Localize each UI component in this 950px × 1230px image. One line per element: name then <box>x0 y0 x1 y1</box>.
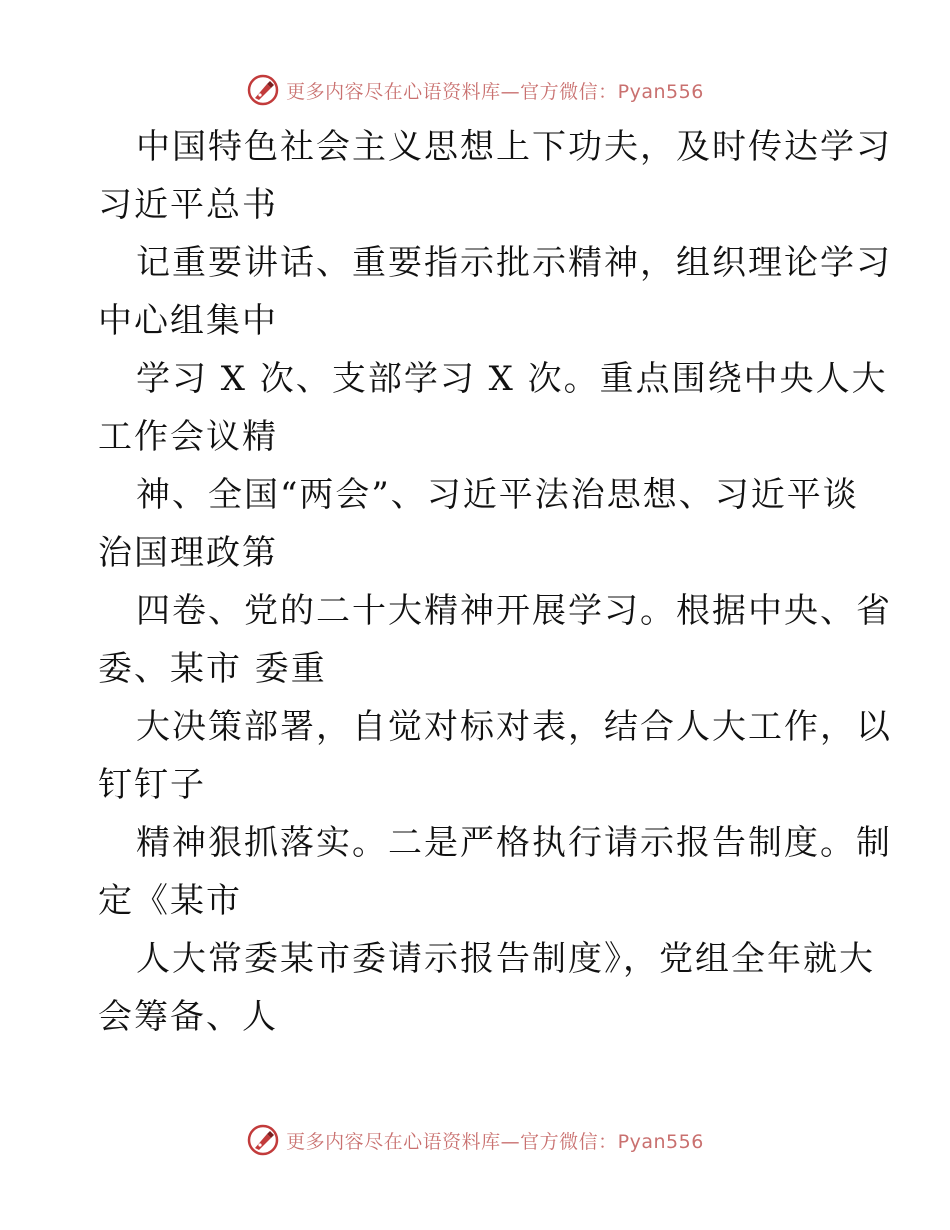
paragraph-line: 钉钉子 <box>98 765 206 805</box>
header-banner <box>0 70 950 110</box>
paragraph-line: 工作会议精 <box>98 417 278 457</box>
paragraph-line: 中国特色社会主义思想上下功夫，及时传达学习 <box>136 127 892 167</box>
paragraph <box>98 930 875 1046</box>
paragraph <box>98 234 892 350</box>
paragraph-line: 学习 X 次、支部学习 X 次。重点围绕中央人大 <box>136 359 888 399</box>
paragraph-line: 委、某市 委重 <box>98 649 327 689</box>
footer-banner <box>0 1120 950 1160</box>
paragraph-line: 精神狠抓落实。二是严格执行请示报告制度。制 <box>136 823 892 863</box>
paragraph-line: 记重要讲话、重要指示批示精神，组织理论学习 <box>136 243 892 283</box>
paragraph <box>98 698 892 814</box>
paragraph-line: 会筹备、人 <box>98 997 278 1037</box>
paragraph-line: 习近平总书 <box>98 185 278 225</box>
footer-banner-text: 更多内容尽在心语资料库—官方微信：Pyan556 <box>286 1130 704 1153</box>
paragraph-line: 中心组集中 <box>98 301 278 341</box>
paragraph <box>98 350 888 466</box>
paragraph-line: 治国理政第 <box>98 533 278 573</box>
paragraph-line: 定《某市 <box>98 881 242 921</box>
body-text <box>98 118 892 1046</box>
paragraph <box>98 466 858 582</box>
paragraph-line: 四卷、党的二十大精神开展学习。根据中央、省 <box>136 591 892 631</box>
paragraph-line: 神、全国“两会”、习近平法治思想、习近平谈 <box>136 475 859 515</box>
paragraph-line: 人大常委某市委请示报告制度》，党组全年就大 <box>136 939 875 979</box>
paragraph <box>98 582 892 698</box>
paragraph <box>98 118 892 234</box>
pen-nib-logo-icon <box>246 73 280 107</box>
paragraph-line: 大决策部署，自觉对标对表，结合人大工作，以 <box>136 707 892 747</box>
pen-nib-logo-icon <box>246 1123 280 1157</box>
paragraph <box>98 814 892 930</box>
header-banner-text: 更多内容尽在心语资料库—官方微信：Pyan556 <box>286 80 704 103</box>
